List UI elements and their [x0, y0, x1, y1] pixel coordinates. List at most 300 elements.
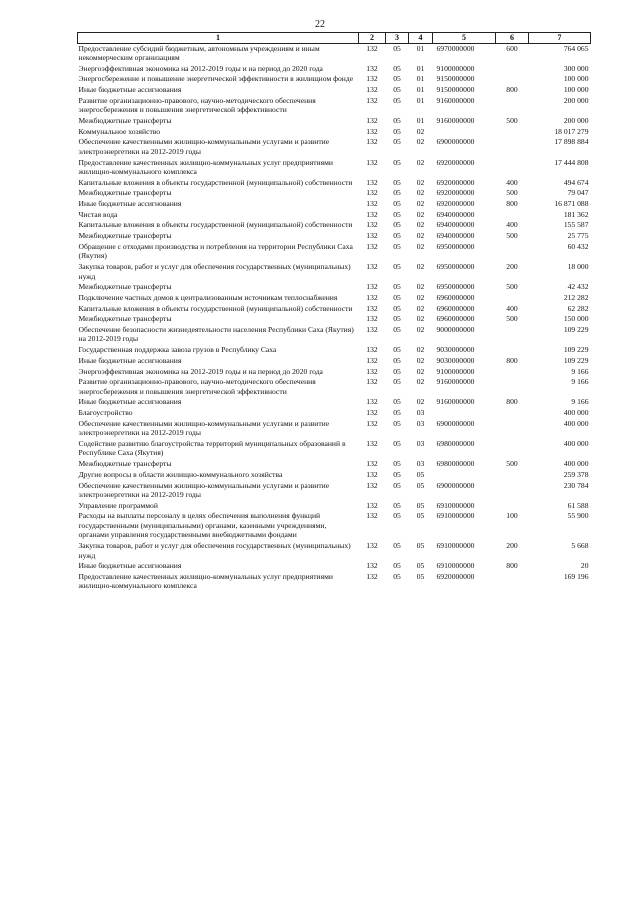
ministry-code-cell: 132 — [366, 324, 378, 334]
amount-cell: 18 000 — [567, 262, 589, 271]
table-row — [78, 481, 591, 501]
amount-cell: 169 196 — [563, 571, 589, 581]
subsection-code-cell: 02 — [416, 220, 425, 230]
page-number: 22 — [315, 19, 325, 30]
target-article-cell: 9160000000 — [436, 377, 475, 387]
target-article-cell: 6910000000 — [436, 561, 475, 571]
table-row — [78, 96, 591, 116]
section-code-cell: 05 — [393, 292, 401, 302]
amount-cell: 17 898 884 — [554, 137, 589, 147]
section-code-cell: 05 — [393, 95, 401, 105]
amount-cell: 400 000 — [563, 418, 589, 428]
row-name-cell: Межбюджетные трансферты — [78, 115, 172, 125]
column-header: 1 — [78, 33, 359, 44]
budget-table — [77, 32, 591, 592]
row-name-cell: Предоставление качественных жилищно-коммунальных услуг предприятиями жилищно-коммунального комплекса — [78, 571, 333, 591]
section-code-cell: 05 — [393, 199, 401, 209]
section-code-cell: 05 — [393, 377, 401, 387]
subsection-code-cell: 02 — [416, 209, 425, 219]
target-article-cell: 6960000000 — [436, 303, 475, 313]
amount-cell: 109 229 — [563, 345, 589, 355]
subsection-code-cell: 05 — [416, 511, 425, 521]
ministry-code-cell: 132 — [366, 355, 378, 365]
expense-type-cell: 100 — [506, 511, 518, 521]
ministry-code-cell: 132 — [366, 177, 378, 187]
target-article-cell: 6920000000 — [436, 157, 475, 167]
table-row — [78, 408, 591, 419]
ministry-code-cell: 132 — [366, 459, 378, 469]
subsection-code-cell: 03 — [416, 438, 425, 448]
expense-type-cell: 200 — [506, 541, 518, 551]
row-name-cell: Развитие организационно-правового, научно-методического обеспечения энергосбережения и повышения энергетической эффективности — [78, 377, 316, 396]
amount-cell: 9 166 — [571, 397, 589, 407]
target-article-cell: 6920000000 — [436, 188, 475, 198]
target-article-cell: 9030000000 — [436, 345, 475, 355]
subsection-code-cell: 01 — [416, 115, 425, 125]
amount-cell: 9 166 — [571, 366, 589, 376]
ministry-code-cell: 132 — [366, 95, 378, 105]
target-article-cell: 6980000000 — [436, 459, 475, 469]
section-code-cell: 05 — [393, 561, 401, 571]
section-code-cell: 05 — [393, 241, 401, 251]
ministry-code-cell: 132 — [366, 418, 378, 428]
target-article-cell: 6940000000 — [436, 209, 475, 219]
section-code-cell: 05 — [393, 418, 401, 428]
expense-type-cell — [496, 408, 529, 419]
expense-type-cell: 800 — [506, 199, 518, 209]
table-row — [78, 304, 591, 315]
expense-type-cell: 500 — [506, 115, 518, 125]
subsection-code-cell: 02 — [416, 397, 425, 407]
table-row — [78, 199, 591, 210]
table-row — [78, 137, 591, 157]
target-article-cell — [433, 127, 496, 138]
target-article-cell: 6910000000 — [436, 500, 475, 510]
subsection-code-cell: 02 — [416, 126, 425, 136]
row-name-cell: Управление программой — [78, 500, 158, 510]
expense-type-cell — [496, 137, 529, 157]
row-name-cell: Предоставление субсидий бюджетным, автономным учреждениям и иным некоммерческим организациям — [78, 43, 320, 62]
target-article-cell — [433, 408, 496, 419]
target-article-cell: 9000000000 — [436, 324, 475, 334]
row-name-cell: Капитальные вложения в объекты государственной (муниципальной) собственности — [78, 177, 353, 187]
ministry-code-cell: 132 — [366, 126, 378, 136]
row-name-cell: Иные бюджетные ассигнования — [78, 85, 182, 95]
subsection-code-cell: 05 — [416, 480, 425, 490]
table-row — [78, 74, 591, 85]
table-row — [78, 85, 591, 96]
subsection-code-cell: 03 — [416, 459, 425, 469]
target-article-cell: 6950000000 — [436, 241, 475, 251]
ministry-code-cell: 132 — [366, 571, 378, 581]
ministry-code-cell: 132 — [366, 377, 378, 387]
subsection-code-cell: 02 — [416, 137, 425, 147]
section-code-cell: 05 — [393, 74, 401, 84]
amount-cell: 400 000 — [563, 408, 589, 418]
expense-type-cell — [496, 439, 529, 459]
ministry-code-cell: 132 — [366, 115, 378, 125]
subsection-code-cell: 02 — [416, 366, 425, 376]
target-article-cell: 6940000000 — [436, 220, 475, 230]
row-name-cell: Межбюджетные трансферты — [78, 459, 172, 469]
row-name-cell: Энергоэффективная экономика на 2012-2019 годы и на период до 2020 года — [78, 366, 323, 376]
table-row — [78, 377, 591, 397]
row-name-cell: Энергосбережение и повышение энергетической эффективности в жилищном фонде — [78, 74, 354, 84]
subsection-code-cell: 05 — [416, 571, 425, 581]
table-header-row — [78, 33, 591, 44]
amount-cell: 100 000 — [563, 74, 589, 84]
target-article-cell: 6900000000 — [436, 480, 475, 490]
expense-type-cell — [496, 74, 529, 85]
section-code-cell: 05 — [393, 438, 401, 448]
ministry-code-cell: 132 — [366, 500, 378, 510]
expense-type-cell — [496, 293, 529, 304]
row-name-cell: Государственная поддержка завоза грузов в Республику Саха — [78, 345, 277, 355]
table-row — [78, 242, 591, 262]
amount-cell: 230 784 — [563, 480, 589, 490]
expense-type-cell — [496, 325, 529, 345]
column-header: 4 — [409, 33, 433, 44]
target-article-cell: 9150000000 — [436, 85, 475, 95]
ministry-code-cell: 132 — [366, 63, 378, 73]
target-article-cell: 9030000000 — [436, 355, 475, 365]
ministry-code-cell: 132 — [366, 541, 378, 551]
expense-type-cell — [496, 96, 529, 116]
expense-type-cell: 500 — [506, 314, 518, 324]
ministry-code-cell: 132 — [366, 43, 378, 53]
amount-cell: 100 000 — [563, 85, 589, 95]
amount-cell: 18 017 279 — [554, 126, 589, 136]
ministry-code-cell: 132 — [366, 231, 378, 241]
expense-type-cell: 500 — [506, 188, 518, 198]
ministry-code-cell: 132 — [366, 438, 378, 448]
column-header: 5 — [433, 33, 496, 44]
target-article-cell: 6920000000 — [436, 177, 475, 187]
table-row — [78, 356, 591, 367]
ministry-code-cell: 132 — [366, 262, 378, 271]
expense-type-cell — [496, 158, 529, 178]
section-code-cell: 05 — [393, 541, 401, 551]
subsection-code-cell: 02 — [416, 231, 425, 241]
ministry-code-cell: 132 — [366, 303, 378, 313]
expense-type-cell — [496, 345, 529, 356]
table-row — [78, 210, 591, 221]
row-name-cell: Коммунальное хозяйство — [78, 126, 161, 136]
table-row — [78, 561, 591, 572]
section-code-cell: 05 — [393, 177, 401, 187]
row-name-cell: Иные бюджетные ассигнования — [78, 199, 182, 209]
table-row — [78, 345, 591, 356]
ministry-code-cell: 132 — [366, 345, 378, 355]
expense-type-cell: 500 — [506, 231, 518, 241]
row-name-cell: Благоустройство — [78, 408, 133, 418]
section-code-cell: 05 — [393, 115, 401, 125]
section-code-cell: 05 — [393, 314, 401, 324]
expense-type-cell — [496, 501, 529, 512]
amount-cell: 300 000 — [563, 63, 589, 73]
row-name-cell: Иные бюджетные ассигнования — [78, 561, 182, 571]
subsection-code-cell: 02 — [416, 355, 425, 365]
table-row — [78, 293, 591, 304]
expense-type-cell — [496, 127, 529, 138]
ministry-code-cell: 132 — [366, 220, 378, 230]
expense-type-cell: 600 — [506, 43, 518, 53]
subsection-code-cell: 02 — [416, 282, 425, 292]
amount-cell: 9 166 — [571, 377, 589, 387]
subsection-code-cell: 03 — [416, 418, 425, 428]
amount-cell: 200 000 — [563, 115, 589, 125]
row-name-cell: Обращение с отходами производства и потребления на территории Республики Саха (Якутия) — [78, 241, 353, 261]
table-row — [78, 501, 591, 512]
table-row — [78, 470, 591, 481]
row-name-cell: Иные бюджетные ассигнования — [78, 355, 182, 365]
ministry-code-cell: 132 — [366, 314, 378, 324]
expense-type-cell: 400 — [506, 303, 518, 313]
amount-cell: 17 444 808 — [554, 157, 589, 167]
amount-cell: 79 047 — [567, 188, 589, 198]
expense-type-cell: 400 — [506, 220, 518, 230]
table-row — [78, 64, 591, 75]
subsection-code-cell: 02 — [416, 157, 425, 167]
table-row — [78, 397, 591, 408]
ministry-code-cell: 132 — [366, 469, 378, 479]
section-code-cell: 05 — [393, 188, 401, 198]
table-row — [78, 262, 591, 282]
row-name-cell: Подключение частных домов к централизованным источникам теплоснабжения — [78, 292, 338, 302]
expense-type-cell — [496, 367, 529, 378]
ministry-code-cell: 132 — [366, 188, 378, 198]
subsection-code-cell: 02 — [416, 303, 425, 313]
target-article-cell: 6960000000 — [436, 292, 475, 302]
expense-type-cell — [496, 210, 529, 221]
amount-cell: 400 000 — [563, 459, 589, 469]
subsection-code-cell: 01 — [416, 63, 425, 73]
amount-cell: 55 900 — [567, 511, 589, 521]
subsection-code-cell: 01 — [416, 85, 425, 95]
expense-type-cell — [496, 377, 529, 397]
subsection-code-cell: 05 — [416, 500, 425, 510]
amount-cell: 150 000 — [563, 314, 589, 324]
target-article-cell: 6970000000 — [436, 43, 475, 53]
table-row — [78, 367, 591, 378]
section-code-cell: 05 — [393, 459, 401, 469]
ministry-code-cell: 132 — [366, 241, 378, 251]
amount-cell: 62 282 — [567, 303, 589, 313]
target-article-cell: 9150000000 — [436, 74, 475, 84]
row-name-cell: Закупка товаров, работ и услуг для обеспечения государственных (муниципальных) нужд — [78, 541, 351, 560]
row-name-cell: Развитие организационно-правового, научно-методического обеспечения энергосбережения и повышения энергетической эффективности — [78, 95, 316, 115]
table-row — [78, 419, 591, 439]
ministry-code-cell: 132 — [366, 480, 378, 490]
target-article-cell — [433, 470, 496, 481]
row-name-cell: Обеспечение качественными жилищно-коммунальными услугами и развитие электроэнергетики на 2012-2019 годы — [78, 418, 330, 438]
table-row — [78, 541, 591, 561]
amount-cell: 109 229 — [563, 355, 589, 365]
section-code-cell: 05 — [393, 126, 401, 136]
ministry-code-cell: 132 — [366, 282, 378, 292]
amount-cell: 764 065 — [563, 43, 589, 53]
ministry-code-cell: 132 — [366, 85, 378, 95]
column-header: 6 — [496, 33, 529, 44]
expense-type-cell — [496, 242, 529, 262]
subsection-code-cell: 02 — [416, 377, 425, 387]
column-header: 3 — [386, 33, 409, 44]
target-article-cell: 6920000000 — [436, 199, 475, 209]
row-name-cell: Чистая вода — [78, 209, 118, 219]
expense-type-cell — [496, 419, 529, 439]
column-header: 2 — [359, 33, 386, 44]
table-row — [78, 511, 591, 541]
expense-type-cell: 800 — [506, 355, 518, 365]
expense-type-cell: 400 — [506, 177, 518, 187]
section-code-cell: 05 — [393, 85, 401, 95]
subsection-code-cell: 02 — [416, 314, 425, 324]
ministry-code-cell: 132 — [366, 157, 378, 167]
table-row — [78, 116, 591, 127]
section-code-cell: 05 — [393, 209, 401, 219]
amount-cell: 259 378 — [563, 469, 589, 479]
ministry-code-cell: 132 — [366, 397, 378, 407]
target-article-cell: 6920000000 — [436, 571, 475, 581]
table-row — [78, 178, 591, 189]
amount-cell: 60 432 — [567, 241, 589, 251]
amount-cell: 181 362 — [563, 209, 589, 219]
section-code-cell: 05 — [393, 220, 401, 230]
expense-type-cell: 800 — [506, 561, 518, 571]
section-code-cell: 05 — [393, 43, 401, 53]
row-name-cell: Другие вопросы в области жилищно-коммунального хозяйства — [78, 469, 283, 479]
expense-type-cell — [496, 481, 529, 501]
section-code-cell: 05 — [393, 366, 401, 376]
section-code-cell: 05 — [393, 157, 401, 167]
subsection-code-cell: 03 — [416, 408, 425, 418]
target-article-cell: 9100000000 — [436, 63, 475, 73]
ministry-code-cell: 132 — [366, 292, 378, 302]
subsection-code-cell: 02 — [416, 241, 425, 251]
table-row — [78, 459, 591, 470]
amount-cell: 16 871 088 — [554, 199, 589, 209]
section-code-cell: 05 — [393, 355, 401, 365]
expense-type-cell — [496, 470, 529, 481]
row-name-cell: Обеспечение качественными жилищно-коммунальными услугами и развитие электроэнергетики на 2012-2019 годы — [78, 480, 330, 499]
ministry-code-cell: 132 — [366, 137, 378, 147]
subsection-code-cell: 01 — [416, 95, 425, 105]
amount-cell: 20 — [580, 561, 589, 571]
ministry-code-cell: 132 — [366, 366, 378, 376]
row-name-cell: Межбюджетные трансферты — [78, 282, 172, 292]
section-code-cell: 05 — [393, 345, 401, 355]
target-article-cell: 9160000000 — [436, 95, 475, 105]
table-row — [78, 231, 591, 242]
subsection-code-cell: 01 — [416, 74, 425, 84]
row-name-cell: Предоставление качественных жилищно-коммунальных услуг предприятиями жилищно-коммунального комплекса — [78, 157, 333, 176]
expense-type-cell: 500 — [506, 282, 518, 292]
target-article-cell: 6980000000 — [436, 438, 475, 448]
row-name-cell: Обеспечение безопасности жизнедеятельности населения Республики Саха (Якутия) на 2012-2019 годы — [78, 324, 354, 344]
target-article-cell: 9160000000 — [436, 397, 475, 407]
row-name-cell: Расходы на выплаты персоналу в целях обеспечения выполнения функций государственными (муниципальными) органами, казенными учреждениями, органами управления государственными внебюджетными фондами — [78, 511, 327, 540]
expense-type-cell: 800 — [506, 85, 518, 95]
target-article-cell: 6910000000 — [436, 511, 475, 521]
section-code-cell: 05 — [393, 282, 401, 292]
row-name-cell: Энергоэффективная экономика на 2012-2019 годы и на период до 2020 года — [78, 63, 323, 73]
target-article-cell: 6950000000 — [436, 282, 475, 292]
section-code-cell: 05 — [393, 262, 401, 271]
subsection-code-cell: 02 — [416, 345, 425, 355]
target-article-cell: 6900000000 — [436, 137, 475, 147]
row-name-cell: Иные бюджетные ассигнования — [78, 397, 182, 407]
section-code-cell: 05 — [393, 231, 401, 241]
section-code-cell: 05 — [393, 408, 401, 418]
table-row — [78, 572, 591, 592]
subsection-code-cell: 02 — [416, 199, 425, 209]
subsection-code-cell: 02 — [416, 262, 425, 271]
row-name-cell: Межбюджетные трансферты — [78, 188, 172, 198]
target-article-cell: 6900000000 — [436, 418, 475, 428]
amount-cell: 494 674 — [563, 177, 589, 187]
section-code-cell: 05 — [393, 324, 401, 334]
row-name-cell: Содействие развитию благоустройства территорий муниципальных образований в Республике Саха (Якутия) — [78, 438, 346, 458]
expense-type-cell: 500 — [506, 459, 518, 469]
target-article-cell: 6940000000 — [436, 231, 475, 241]
section-code-cell: 05 — [393, 397, 401, 407]
subsection-code-cell: 01 — [416, 43, 425, 53]
ministry-code-cell: 132 — [366, 511, 378, 521]
row-name-cell: Межбюджетные трансферты — [78, 314, 172, 324]
table-row — [78, 314, 591, 325]
subsection-code-cell: 05 — [416, 561, 425, 571]
amount-cell: 109 229 — [563, 324, 589, 334]
row-name-cell: Межбюджетные трансферты — [78, 231, 172, 241]
amount-cell: 400 000 — [563, 438, 589, 448]
section-code-cell: 05 — [393, 137, 401, 147]
expense-type-cell: 800 — [506, 397, 518, 407]
row-name-cell: Обеспечение качественными жилищно-коммунальными услугами и развитие электроэнергетики на 2012-2019 годы — [78, 137, 330, 156]
section-code-cell: 05 — [393, 571, 401, 581]
ministry-code-cell: 132 — [366, 209, 378, 219]
subsection-code-cell: 02 — [416, 177, 425, 187]
table-row — [78, 127, 591, 138]
ministry-code-cell: 132 — [366, 561, 378, 571]
subsection-code-cell: 02 — [416, 324, 425, 334]
section-code-cell: 05 — [393, 500, 401, 510]
expense-type-cell — [496, 572, 529, 592]
table-row — [78, 439, 591, 459]
column-header: 7 — [529, 33, 591, 44]
target-article-cell: 9160000000 — [436, 115, 475, 125]
ministry-code-cell: 132 — [366, 74, 378, 84]
subsection-code-cell: 02 — [416, 188, 425, 198]
row-name-cell: Капитальные вложения в объекты государственной (муниципальной) собственности — [78, 303, 353, 313]
target-article-cell: 6960000000 — [436, 314, 475, 324]
table-row — [78, 325, 591, 345]
ministry-code-cell: 132 — [366, 199, 378, 209]
amount-cell: 5 668 — [571, 541, 589, 551]
row-name-cell: Капитальные вложения в объекты государственной (муниципальной) собственности — [78, 220, 353, 230]
amount-cell: 61 588 — [567, 500, 589, 510]
section-code-cell: 05 — [393, 469, 401, 479]
table-row — [78, 43, 591, 64]
amount-cell: 42 432 — [567, 282, 589, 292]
expense-type-cell — [496, 64, 529, 75]
amount-cell: 25 775 — [567, 231, 589, 241]
subsection-code-cell: 05 — [416, 541, 425, 551]
target-article-cell: 6950000000 — [436, 262, 475, 271]
table-row — [78, 282, 591, 293]
target-article-cell: 6910000000 — [436, 541, 475, 551]
section-code-cell: 05 — [393, 303, 401, 313]
table-row — [78, 188, 591, 199]
